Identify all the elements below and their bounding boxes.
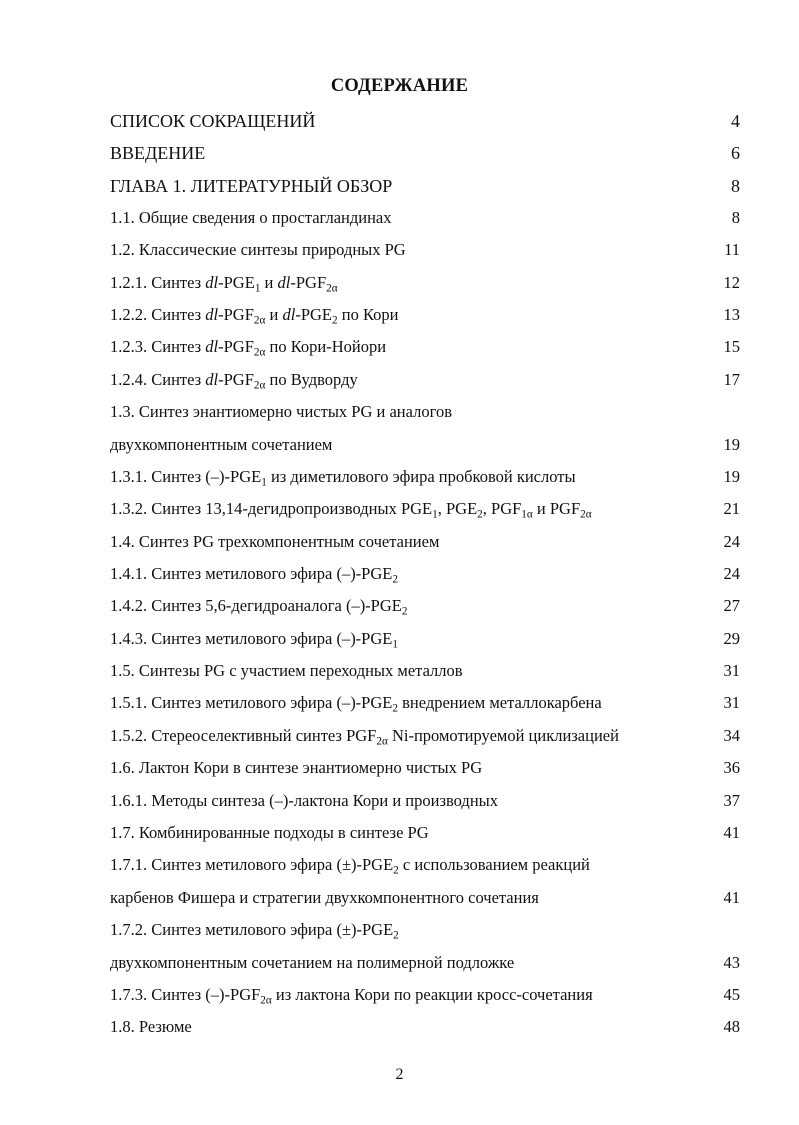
toc-entry (110, 237, 740, 263)
toc-entry-page: 37 (723, 791, 740, 810)
toc-entry-page: 15 (723, 337, 740, 356)
toc-entry (110, 140, 740, 166)
toc-entry (110, 302, 740, 328)
toc-entry (110, 173, 740, 199)
toc-entry-page: 19 (723, 435, 740, 454)
toc-entry-label: 1.3.1. Синтез $(-)-PGE_1$ из диметилового эфира пробковой кислоты (110, 467, 576, 489)
toc-entry-page: 48 (723, 1017, 740, 1036)
toc-entry-page: 17 (723, 370, 740, 389)
toc-entry-label: двухкомпонентным сочетанием (110, 435, 333, 454)
toc-entry (110, 1014, 740, 1040)
toc-entry-label: 1.7.2. Синтез метилового эфира $(\pm)-PGE_2$ (110, 920, 399, 942)
toc-entry (110, 464, 740, 490)
toc-entry-page: 29 (723, 629, 740, 648)
toc-entry (110, 755, 740, 781)
toc-entry-label: 1.1. Общие сведения о простагландинах (110, 208, 392, 227)
toc-entry-page: 8 (731, 208, 740, 227)
toc-entry (110, 658, 740, 684)
toc-entry-label: двухкомпонентным сочетанием на полимерной подложке (110, 953, 515, 972)
toc-entry (110, 852, 740, 878)
toc-entry (110, 885, 740, 911)
page-number: 2 (395, 1066, 404, 1083)
toc-entry-page: 13 (723, 305, 740, 324)
toc-entry (110, 950, 740, 976)
toc-entry-page: 24 (723, 532, 740, 551)
toc-entry (110, 593, 740, 619)
toc-entry (110, 270, 740, 296)
toc-entry-label: 1.4.3. Синтез метилового эфира $(-)-PGE_1$ (110, 629, 398, 651)
toc-entry-page: 6 (731, 143, 740, 163)
toc-entry-page: 27 (723, 596, 740, 615)
toc-entry-page: 41 (723, 888, 740, 907)
toc-entry (110, 334, 740, 360)
toc-entry-page: 11 (724, 240, 740, 259)
toc-entry-label: 1.4.1. Синтез метилового эфира $(-)-PGE_2$ (110, 564, 398, 586)
toc-entry-label: 1.4. Синтез PG трехкомпонентным сочетанием (110, 532, 440, 551)
toc-entry-label: карбенов Фишера и стратегии двухкомпонентного сочетания (110, 888, 539, 907)
toc-entry (110, 432, 740, 458)
toc-entry-page: 12 (723, 273, 740, 292)
toc-entry-label: ГЛАВА 1. ЛИТЕРАТУРНЫЙ ОБЗОР (110, 176, 393, 196)
toc-entry-label: 1.7.1. Синтез метилового эфира $(\pm)-PGE_2$ с использованием реакций (110, 855, 590, 877)
toc-entry-label: 1.5. Синтезы PG с участием переходных металлов (110, 661, 463, 680)
toc-entry (110, 108, 740, 134)
toc-entry (110, 982, 740, 1008)
toc-entry-label: 1.3. Синтез энантиомерно чистых PG и аналогов (110, 402, 452, 421)
toc-entry-label: 1.6. Лактон Кори в синтезе энантиомерно чистых PG (110, 758, 483, 777)
toc-entry (110, 626, 740, 652)
toc-entry-label: 1.4.2. Синтез 5,6-дегидроаналога $(-)-PGE_2$ (110, 596, 408, 618)
toc-entry-page: 19 (723, 467, 740, 486)
toc-entry (110, 917, 740, 943)
toc-entry-page: 4 (731, 111, 740, 131)
toc-entry (110, 399, 740, 425)
page-title: СОДЕРЖАНИЕ (330, 76, 469, 96)
toc-entry-page: 8 (731, 176, 740, 196)
toc-entry-label: 1.8. Резюме (110, 1017, 192, 1036)
toc-entry (110, 788, 740, 814)
toc-entry (110, 561, 740, 587)
toc-entry-page: 41 (723, 823, 740, 842)
toc-entry-label: 1.6.1. Методы синтеза (–)-лактона Кори и производных (110, 791, 498, 810)
toc-entry-page: 31 (723, 693, 740, 712)
toc-entry-label: 1.7.3. Синтез $(-)-PGF_{2\alpha}$ из лактона Кори по реакции кросс-сочетания (110, 985, 593, 1007)
toc-entry-page: 21 (723, 499, 740, 518)
toc-entry-label: 1.5.2. Стереоселективный синтез $PGF_{2\alpha}$ Ni-промотируемой циклизацией (110, 726, 619, 748)
toc-entry-label: 1.2. Классические синтезы природных PG (110, 240, 406, 259)
toc-entry (110, 529, 740, 555)
toc-entry-label: 1.3.2. Синтез 13,14-дегидропроизводных $PGE_1$, $PGE_2$, $PGF_{1\alpha}$ и $PGF_{2\alpha}$ (110, 499, 592, 521)
toc-entry-label: 1.5.1. Синтез метилового эфира $(-)-PGE_2$ внедрением металлокарбена (110, 693, 602, 715)
toc-entry (110, 723, 740, 749)
toc-entry (110, 690, 740, 716)
toc-entry-label: ВВЕДЕНИЕ (110, 143, 206, 163)
toc-entry (110, 205, 740, 231)
toc-entry-page: 43 (723, 953, 740, 972)
toc-entry-page: 34 (723, 726, 740, 745)
toc-entry (110, 496, 740, 522)
toc-entry-label: 1.2.2. Синтез $dl-PGF_{2\alpha}$ и $dl-PGE_2$ по Кори (110, 305, 399, 327)
toc-entry-label: 1.7. Комбинированные подходы в синтезе PG (110, 823, 429, 842)
toc-entry-page: 36 (723, 758, 740, 777)
toc-entry-page: 24 (723, 564, 740, 583)
toc-entry (110, 820, 740, 846)
toc-entry-label: 1.2.4. Синтез $dl-PGF_{2\alpha}$ по Вудворду (110, 370, 358, 392)
toc-entry-label: СПИСОК СОКРАЩЕНИЙ (110, 111, 316, 131)
toc-entry-page: 31 (723, 661, 740, 680)
toc-entry-page: 45 (723, 985, 740, 1004)
toc-entry-label: 1.2.3. Синтез $dl-PGF_{2\alpha}$ по Кори-Нойори (110, 337, 387, 359)
toc-entry-label: 1.2.1. Синтез $dl-PGE_1$ и $dl-PGF_{2\alpha}$ (110, 273, 338, 295)
toc-entry (110, 367, 740, 393)
